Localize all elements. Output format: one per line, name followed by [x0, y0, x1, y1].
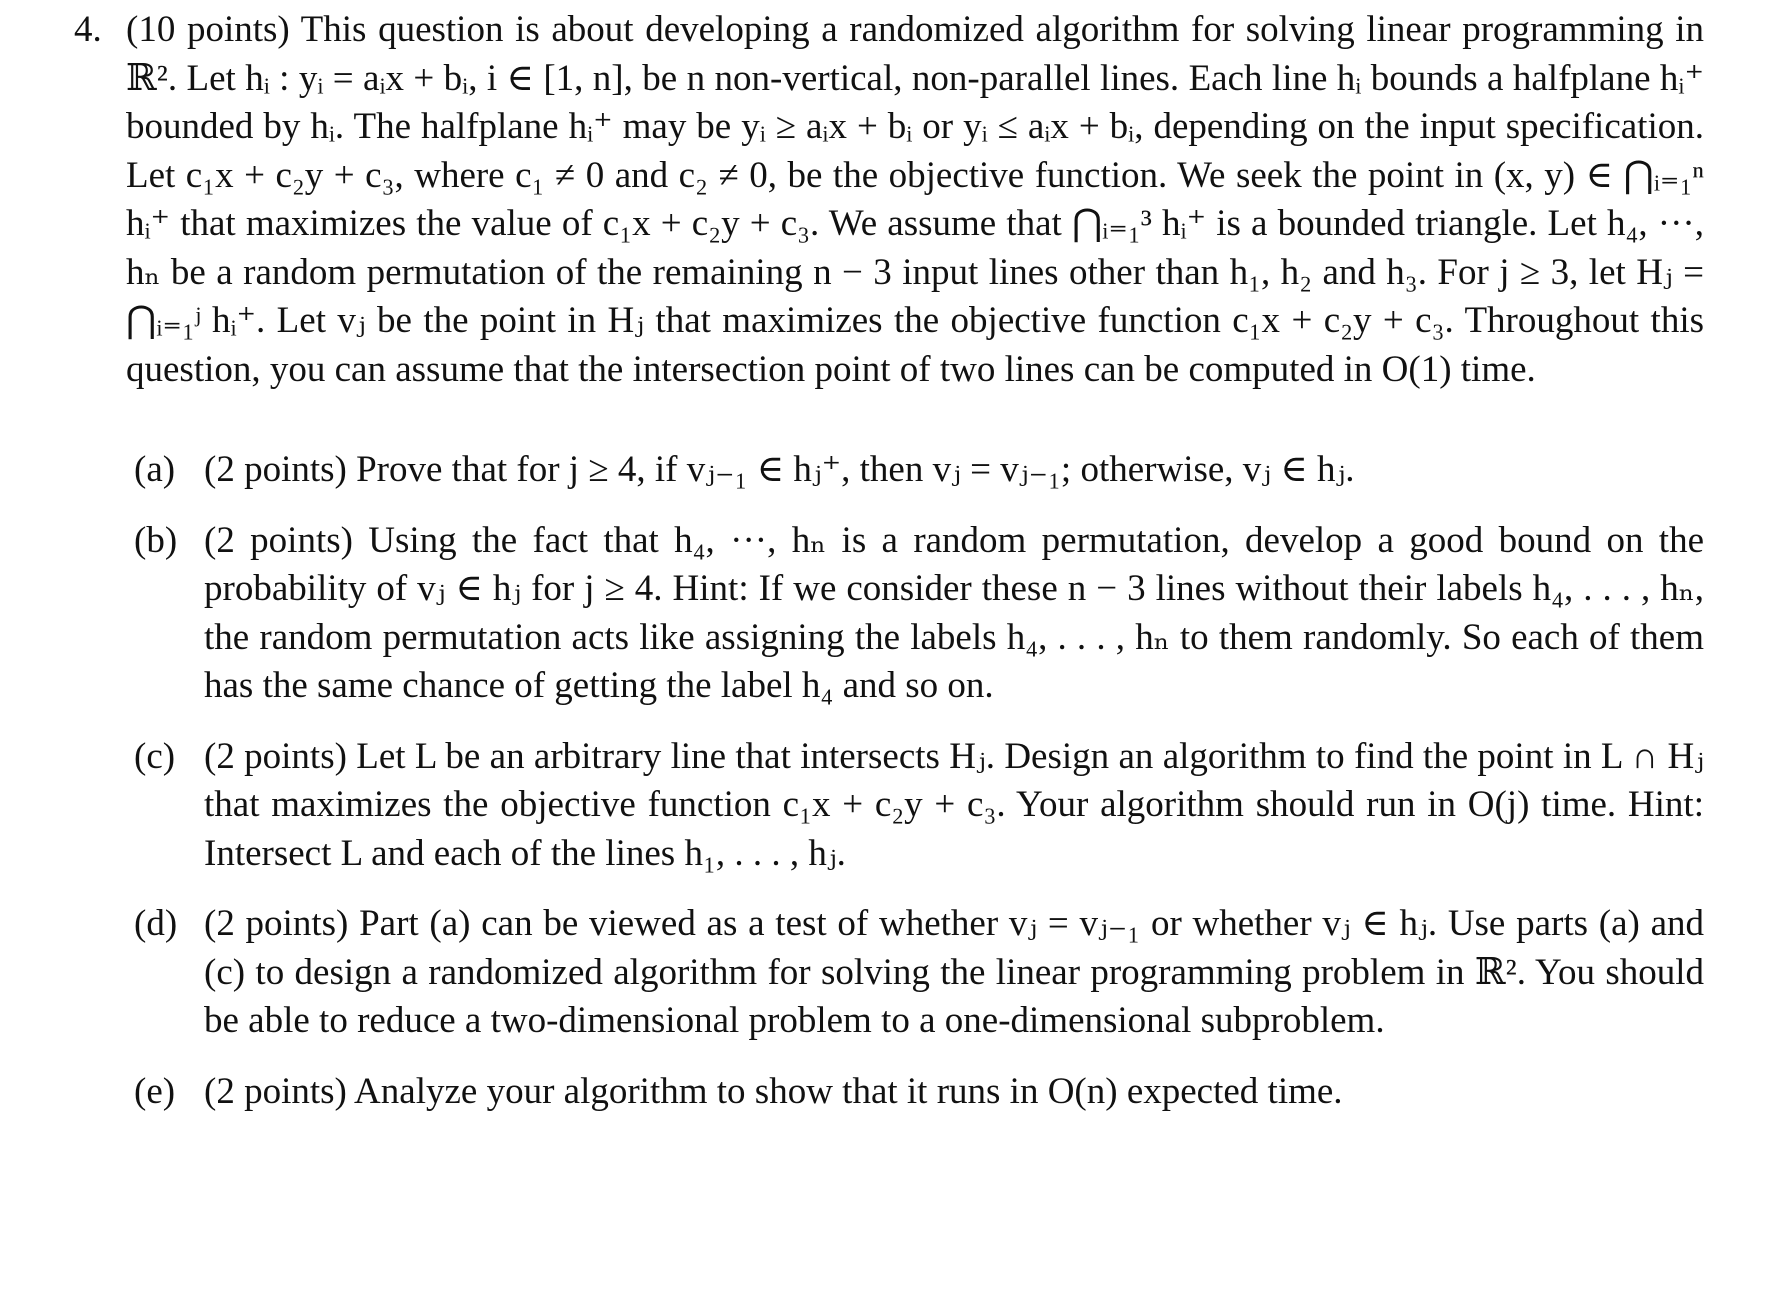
- sub-question-label: (d): [134, 903, 178, 944]
- sub-question-label: (b): [134, 519, 178, 561]
- sub-question-label: (e): [134, 1070, 176, 1112]
- document-page: [74, 6, 1704, 1116]
- sub-question-label: (a): [134, 449, 176, 490]
- sub-question-c: [134, 733, 1704, 879]
- sub-question-d: [134, 900, 1704, 1046]
- question-text: (10 points) This question is about developing a randomized algorithm for solving linear programming in ℝ². Let hᵢ : yᵢ = aᵢx + bᵢ, i ∈ [1, n], be n non-vertical, non-parallel lines. Each line hᵢ bounds a halfplane hᵢ⁺ bounded by hᵢ. The halfplane hᵢ⁺ may be yᵢ ≥ aᵢx + bᵢ or yᵢ ≤ aᵢx + bᵢ, depending on the input specification. Let c₁x + c₂y + c₃, where c₁ ≠ 0 and c₂ ≠ 0, be the objective function. We seek the point in (x, y) ∈ ⋂ᵢ₌₁ⁿ hᵢ⁺ that maximizes the value of c₁x + c₂y + c₃. We assume that ⋂ᵢ₌₁³ hᵢ⁺ is a bounded triangle. Let h₄, ···, hₙ be a random permutation of the remaining n − 3 input lines other than h₁, h₂ and h₃. For j ≥ 3, let Hⱼ = ⋂ᵢ₌₁ʲ hᵢ⁺. Let vⱼ be the point in Hⱼ that maximizes the objective function c₁x + c₂y + c₃. Throughout this question, you can assume that the intersection point of two lines can be computed in O(1) time.: [126, 9, 1704, 390]
- sub-question-b: [134, 517, 1704, 711]
- sub-question-label: (c): [134, 735, 176, 777]
- sub-question-list: [134, 446, 1704, 1116]
- sub-question-text: (2 points) Analyze your algorithm to show that it runs in O(n) expected time.: [204, 1070, 1343, 1112]
- sub-question-text: (2 points) Using the fact that h₄, ···, hₙ is a random permutation, develop a good bound on the probability of vⱼ ∈ hⱼ for j ≥ 4. Hint: If we consider these n − 3 lines without their labels h₄, . . . , hₙ, the random permutation acts like assigning the labels h₄, . . . , hₙ to them randomly. So each of them has the same chance of getting the label h₄ and so on.: [204, 519, 1704, 706]
- sub-question-a: [134, 446, 1704, 495]
- sub-question-e: [134, 1068, 1704, 1117]
- question-number: 4.: [74, 9, 102, 50]
- question-4: [74, 6, 1704, 394]
- sub-question-text: (2 points) Part (a) can be viewed as a test of whether vⱼ = vⱼ₋₁ or whether vⱼ ∈ hⱼ. Use parts (a) and (c) to design a randomized algorithm for solving the linear programming problem in ℝ². You should be able to reduce a two-dimensional problem to a one-dimensional subproblem.: [204, 903, 1704, 1041]
- sub-question-text: (2 points) Prove that for j ≥ 4, if vⱼ₋₁ ∈ hⱼ⁺, then vⱼ = vⱼ₋₁; otherwise, vⱼ ∈ hⱼ.: [204, 449, 1355, 490]
- sub-question-text: (2 points) Let L be an arbitrary line that intersects Hⱼ. Design an algorithm to find the point in L ∩ Hⱼ that maximizes the objective function c₁x + c₂y + c₃. Your algorithm should run in O(j) time. Hint: Intersect L and each of the lines h₁, . . . , hⱼ.: [204, 735, 1704, 874]
